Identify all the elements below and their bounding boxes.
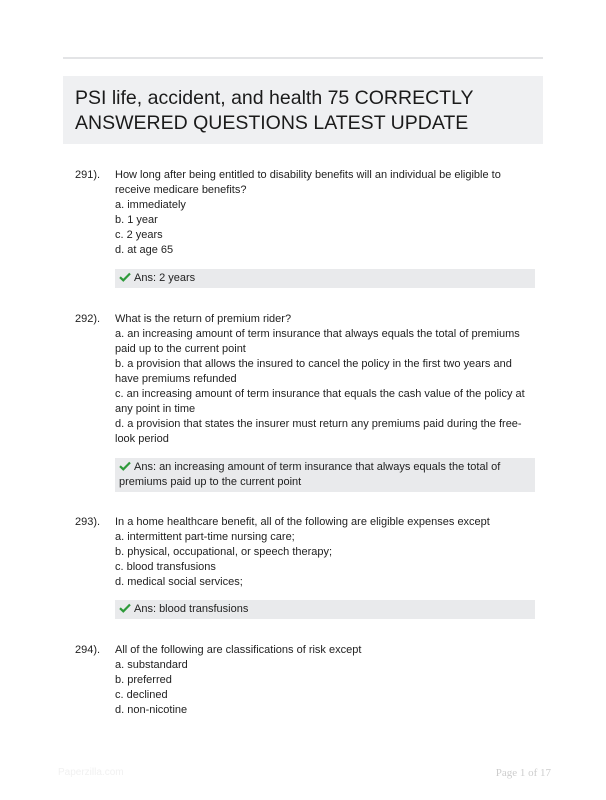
question-number: 294). (75, 644, 101, 656)
question-body (115, 312, 535, 447)
answer-text: Ans: an increasing amount of term insurance that always equals the total of premiums paid up to the current point (119, 461, 501, 488)
question-body (115, 515, 535, 590)
top-divider (63, 57, 543, 59)
option-b: b. preferred (115, 674, 172, 686)
question-number: 292). (75, 313, 101, 325)
page-title: PSI life, accident, and health 75 CORRECTLY ANSWERED QUESTIONS LATEST UPDATE (75, 87, 474, 134)
option-d: d. non-nicotine (115, 704, 188, 716)
option-d: d. medical social services; (115, 576, 243, 588)
answer-text: Ans: blood transfusions (134, 603, 249, 615)
option-d: d. at age 65 (115, 244, 174, 256)
option-c: c. 2 years (115, 229, 163, 241)
question-body (115, 168, 535, 258)
option-a: a. intermittent part-time nursing care; (115, 531, 295, 543)
option-a: a. immediately (115, 199, 186, 211)
check-icon (119, 603, 131, 613)
option-b: b. a provision that allows the insured to cancel the policy in the first two years and have premiums refunded (115, 358, 512, 385)
option-c: c. an increasing amount of term insurance that equals the cash value of the policy at any point in time (115, 388, 525, 415)
question-text: What is the return of premium rider? (115, 313, 292, 325)
check-icon (119, 461, 131, 471)
answer-box (115, 269, 535, 288)
option-c: c. blood transfusions (115, 561, 216, 573)
question-number: 293). (75, 516, 101, 528)
answer-box (115, 458, 535, 492)
question-text: In a home healthcare benefit, all of the following are eligible expenses except (115, 516, 490, 528)
check-icon (119, 272, 131, 282)
option-a: a. substandard (115, 659, 188, 671)
question-number: 291). (75, 169, 101, 181)
option-b: b. physical, occupational, or speech therapy; (115, 546, 333, 558)
question-body (115, 643, 535, 718)
answer-box (115, 600, 535, 619)
footer-watermark: Paperzilla.com (58, 767, 124, 778)
title-box (63, 76, 543, 144)
page-number: Page 1 of 17 (495, 767, 551, 779)
option-a: a. an increasing amount of term insurance that always equals the total of premiums paid up to the current point (115, 328, 520, 355)
option-b: b. 1 year (115, 214, 158, 226)
question-text: All of the following are classifications of risk except (115, 644, 362, 656)
option-c: c. declined (115, 689, 168, 701)
question-text: How long after being entitled to disability benefits will an individual be eligible to receive medicare benefits? (115, 169, 501, 196)
answer-text: Ans: 2 years (134, 272, 196, 284)
option-d: d. a provision that states the insurer must return any premiums paid during the free-look period (115, 418, 522, 445)
